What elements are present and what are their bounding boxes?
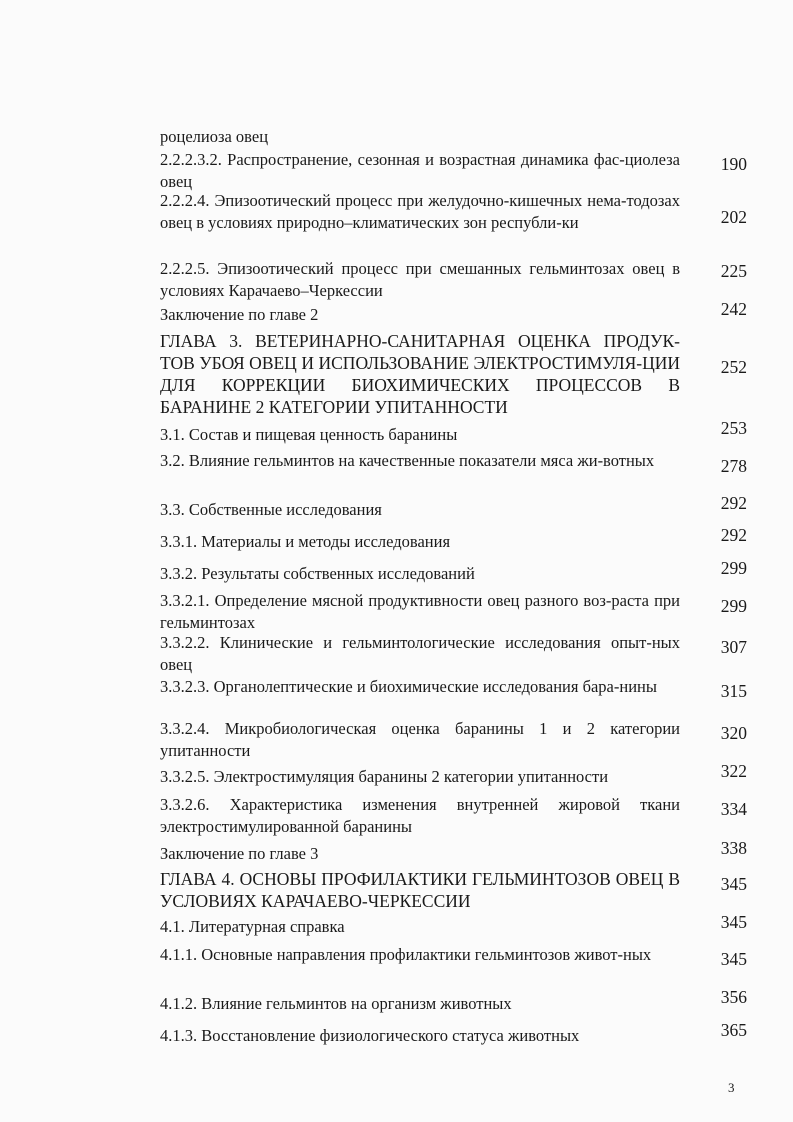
toc-entry-title: 3.3.2.2. Клинические и гельминтологические исследования опыт-ных овец bbox=[160, 633, 680, 674]
toc-page-number: 253 bbox=[720, 418, 747, 438]
toc-page-number: 252 bbox=[720, 357, 747, 377]
toc-entry-title: 3.3.2.6. Характеристика изменения внутренней жировой ткани электростимулированной баранины bbox=[160, 795, 680, 836]
toc-page-number: 307 bbox=[720, 637, 747, 657]
toc-entry-title: 3.3.2. Результаты собственных исследований bbox=[160, 564, 475, 583]
toc-chapter-title: ГЛАВА 4. ОСНОВЫ ПРОФИЛАКТИКИ ГЕЛЬМИНТОЗОВ ОВЕЦ В УСЛОВИЯХ КАРАЧАЕВО-ЧЕРКЕССИИ bbox=[160, 869, 680, 911]
toc-page-number: 345 bbox=[720, 912, 747, 932]
toc-page-number: 334 bbox=[720, 799, 747, 819]
toc-page-number: 338 bbox=[720, 838, 747, 858]
toc-page-number: 225 bbox=[720, 261, 747, 281]
toc-entry-title: 4.1.2. Влияние гельминтов на организм животных bbox=[160, 994, 512, 1013]
toc-entry-title: 3.3.2.3. Органолептические и биохимические исследования бара-нины bbox=[160, 677, 657, 696]
page-number: 3 bbox=[728, 1080, 735, 1095]
toc-entry-title: 3.3.2.5. Электростимуляция баранины 2 категории упитанности bbox=[160, 767, 609, 786]
toc-page-number: 242 bbox=[720, 299, 747, 319]
toc-page-number: 299 bbox=[720, 596, 747, 616]
toc-entry-title: 3.2. Влияние гельминтов на качественные показатели мяса жи-вотных bbox=[160, 451, 655, 470]
toc-entry-title: роцелиоза овец bbox=[160, 127, 269, 146]
toc-entry-title: Заключение по главе 2 bbox=[160, 305, 319, 324]
toc-entry-title: 4.1. Литературная справка bbox=[160, 917, 345, 936]
toc-page-number: 320 bbox=[720, 723, 747, 743]
toc-page-number: 202 bbox=[720, 207, 747, 227]
toc-chapter-title: ГЛАВА 3. ВЕТЕРИНАРНО-САНИТАРНАЯ ОЦЕНКА ПРОДУК-ТОВ УБОЯ ОВЕЦ И ИСПОЛЬЗОВАНИЕ ЭЛЕКТРОСТИМУЛЯ-ЦИИ ДЛЯ КОРРЕКЦИИ БИОХИМИЧЕСКИХ ПРОЦЕССОВ В БАРАНИНЕ 2 КАТЕГОРИИ УПИТАННОСТИ bbox=[160, 331, 680, 417]
toc-page-number: 292 bbox=[720, 525, 747, 545]
toc-page-number: 345 bbox=[720, 874, 747, 894]
toc-entry-title: 3.3.1. Материалы и методы исследования bbox=[160, 532, 451, 551]
toc-page-number: 299 bbox=[720, 558, 747, 578]
toc-entry-title: 3.3. Собственные исследования bbox=[160, 500, 382, 519]
toc-page-number: 315 bbox=[720, 681, 747, 701]
toc-entry-title: 3.3.2.4. Микробиологическая оценка баранины 1 и 2 категории упитанности bbox=[160, 719, 680, 760]
toc-page-number: 292 bbox=[720, 493, 747, 513]
toc-entry-title: 2.2.2.3.2. Распространение, сезонная и возрастная динамика фас-циолеза овец bbox=[160, 150, 680, 191]
toc-entry-title: 2.2.2.5. Эпизоотический процесс при смешанных гельминтозах овец в условиях Карачаево–Черкессии bbox=[160, 259, 680, 300]
toc-entry-title: Заключение по главе 3 bbox=[160, 844, 319, 863]
toc-page-number: 322 bbox=[720, 761, 747, 781]
toc-entry-title: 2.2.2.4. Эпизоотический процесс при желудочно-кишечных нема-тодозах овец в условиях природно–климатических зон республи-ки bbox=[160, 191, 680, 232]
toc-page-number: 345 bbox=[720, 949, 747, 969]
toc-page-number: 356 bbox=[720, 987, 747, 1007]
toc-page-number: 190 bbox=[720, 154, 747, 174]
toc-entry-title: 3.3.2.1. Определение мясной продуктивности овец разного воз-раста при гельминтозах bbox=[160, 591, 680, 632]
toc-entry-title: 4.1.3. Восстановление физиологического статуса животных bbox=[160, 1026, 580, 1045]
toc-page-number: 365 bbox=[720, 1020, 747, 1040]
toc-page-number: 278 bbox=[720, 456, 747, 476]
toc-entry-title: 4.1.1. Основные направления профилактики гельминтозов живот-ных bbox=[160, 945, 652, 964]
toc-entry-title: 3.1. Состав и пищевая ценность баранины bbox=[160, 425, 458, 444]
